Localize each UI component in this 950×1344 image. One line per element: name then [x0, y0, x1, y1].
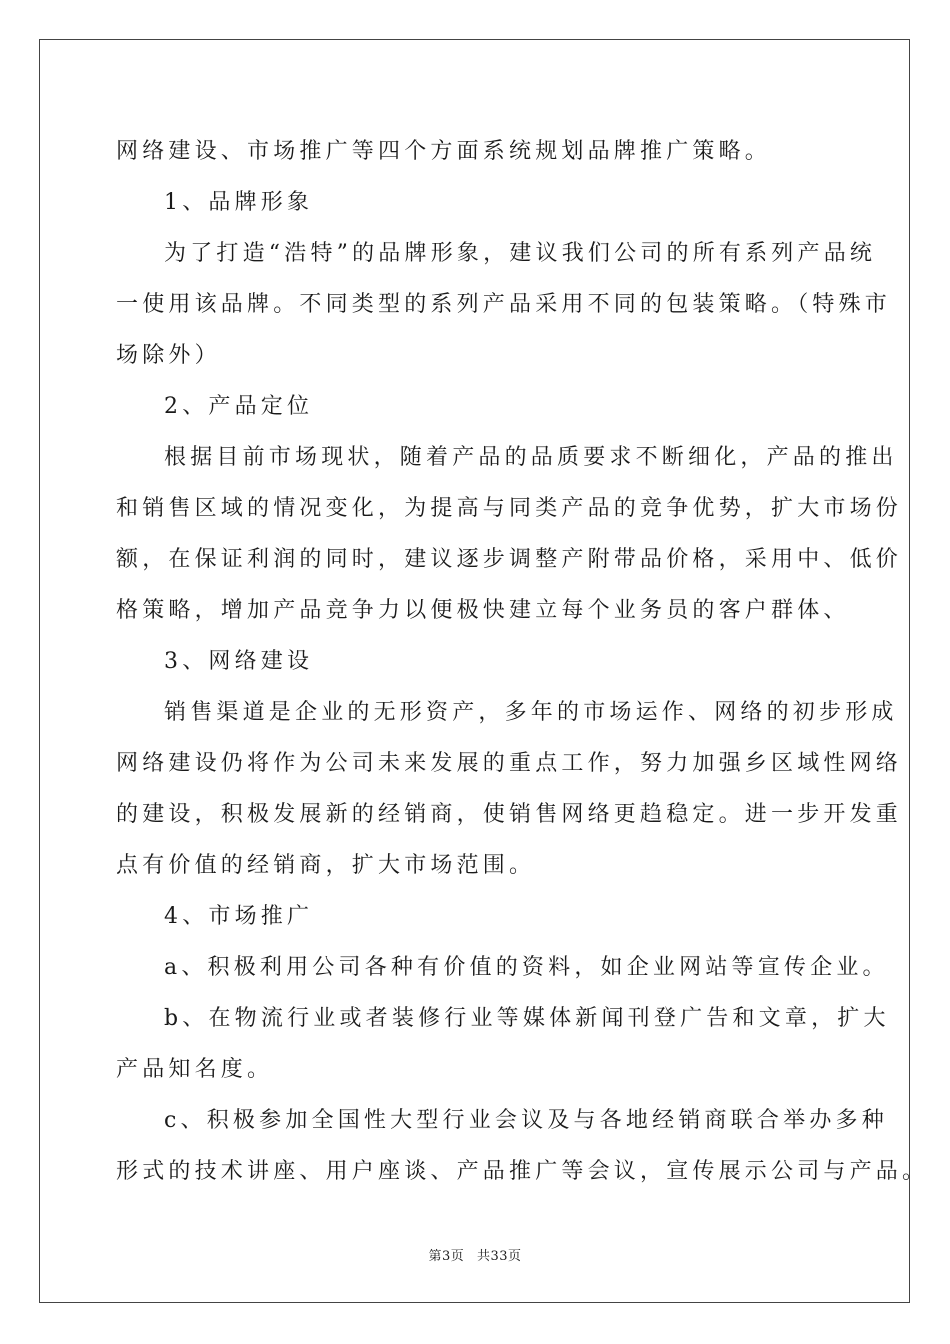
body-line: 网络建设仍将作为公司未来发展的重点工作，努力加强乡区域性网络	[116, 751, 903, 776]
body-line: 为了打造“浩特”的品牌形象，建议我们公司的所有系列产品统	[164, 241, 877, 266]
body-line: 一使用该品牌。不同类型的系列产品采用不同的包装策略。（特殊市	[116, 292, 892, 317]
total-pages: 共33页	[476, 1249, 522, 1264]
section-heading-product-positioning: 2、产品定位	[164, 394, 314, 419]
section-heading-brand-image: 1、品牌形象	[164, 190, 314, 215]
body-line: 格策略，增加产品竞争力以便极快建立每个业务员的客户群体、	[116, 598, 850, 623]
body-line: 的建设，积极发展新的经销商，使销售网络更趋稳定。进一步开发重	[116, 802, 903, 827]
body-line: 产品知名度。	[116, 1057, 274, 1082]
document-body	[116, 126, 929, 1197]
page-number: 第3页	[428, 1249, 465, 1264]
list-item-c: c、积极参加全国性大型行业会议及与各地经销商联合举办多种	[164, 1108, 888, 1133]
body-line: 和销售区域的情况变化，为提高与同类产品的竞争优势，扩大市场份	[116, 496, 903, 521]
body-line: 网络建设、市场推广等四个方面系统规划品牌推广策略。	[116, 139, 772, 164]
body-line: 点有价值的经销商，扩大市场范围。	[116, 853, 536, 878]
body-line: 销售渠道是企业的无形资产，多年的市场运作、网络的初步形成	[164, 700, 898, 725]
list-item-b: b、在物流行业或者装修行业等媒体新闻刊登广告和文章，扩大	[164, 1006, 890, 1031]
section-heading-network-building: 3、网络建设	[164, 649, 314, 674]
body-line: 根据目前市场现状，随着产品的品质要求不断细化，产品的推出	[164, 445, 898, 470]
page-footer	[0, 1245, 950, 1264]
section-heading-market-promotion: 4、市场推广	[164, 904, 314, 929]
body-line: 形式的技术讲座、用户座谈、产品推广等会议，宣传展示公司与产品。	[116, 1159, 929, 1184]
body-line: 场除外）	[116, 343, 221, 368]
body-line: 额，在保证利润的同时，建议逐步调整产附带品价格，采用中、低价	[116, 547, 903, 572]
list-item-a: a、积极利用公司各种有价值的资料，如企业网站等宣传企业。	[164, 955, 889, 980]
